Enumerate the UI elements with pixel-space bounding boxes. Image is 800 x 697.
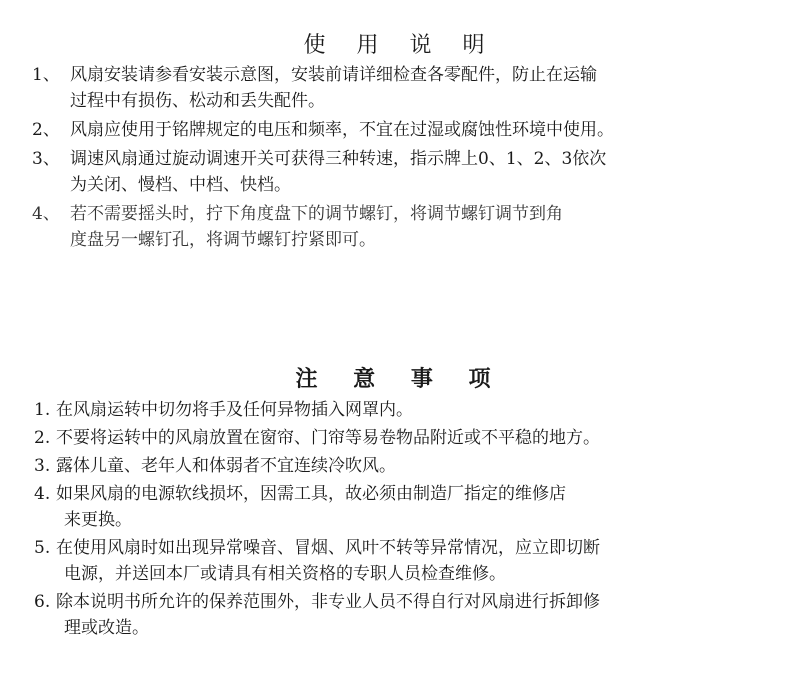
usage-instructions-title: 使 用 说 明 xyxy=(303,33,497,58)
precautions-list xyxy=(0,397,800,641)
usage-item-line: 过程中有损伤、松动和丢失配件。 xyxy=(70,91,325,111)
precaution-item-1 xyxy=(0,397,800,423)
usage-instructions-section xyxy=(0,30,800,253)
precaution-item-line: 理或改造。 xyxy=(64,618,149,638)
precaution-item-line: 来更换。 xyxy=(64,510,132,530)
precautions-title: 注 意 事 项 xyxy=(295,366,505,392)
precaution-item-line: 露体儿童、老年人和体弱者不宜连续冷吹风。 xyxy=(56,456,396,476)
precautions-section xyxy=(0,363,800,641)
usage-item-line: 风扇安装请参看安装示意图，安装前请详细检查各零配件，防止在运输 xyxy=(70,65,597,85)
precaution-item-6 xyxy=(0,589,800,641)
usage-item-2 xyxy=(0,117,800,143)
usage-instructions-list xyxy=(0,62,800,253)
usage-item-number: 4、 xyxy=(32,204,60,224)
usage-item-1 xyxy=(0,62,800,114)
precaution-item-line: 如果风扇的电源软线损坏，因需工具，故必须由制造厂指定的维修店 xyxy=(56,484,566,504)
precaution-item-number: 4. xyxy=(34,484,51,504)
precaution-item-number: 1. xyxy=(34,400,51,420)
precaution-item-number: 5. xyxy=(34,538,51,558)
precaution-item-number: 6. xyxy=(34,592,51,612)
usage-item-line: 调速风扇通过旋动调速开关可获得三种转速，指示牌上0、1、2、3依次 xyxy=(70,149,607,169)
precaution-item-4 xyxy=(0,481,800,533)
usage-item-4 xyxy=(0,201,800,253)
precaution-item-line: 不要将运转中的风扇放置在窗帘、门帘等易卷物品附近或不平稳的地方。 xyxy=(56,428,600,448)
precaution-item-line: 除本说明书所允许的保养范围外，非专业人员不得自行对风扇进行拆卸修 xyxy=(56,592,600,612)
precaution-item-number: 2. xyxy=(34,428,51,448)
usage-item-line: 为关闭、慢档、中档、快档。 xyxy=(70,175,291,195)
precaution-item-line: 在使用风扇时如出现异常噪音、冒烟、风叶不转等异常情况，应立即切断 xyxy=(56,538,600,558)
usage-item-number: 1、 xyxy=(32,65,60,85)
precaution-item-number: 3. xyxy=(34,456,51,476)
precaution-item-3 xyxy=(0,453,800,479)
precaution-item-line: 电源，并送回本厂或请具有相关资格的专职人员检查维修。 xyxy=(64,564,506,584)
usage-item-line: 若不需要摇头时，拧下角度盘下的调节螺钉，将调节螺钉调节到角 xyxy=(70,204,563,224)
usage-item-line: 风扇应使用于铭牌规定的电压和频率，不宜在过湿或腐蚀性环境中使用。 xyxy=(70,120,614,140)
usage-item-number: 2、 xyxy=(32,120,60,140)
usage-item-number: 3、 xyxy=(32,149,60,169)
usage-item-3 xyxy=(0,146,800,198)
precaution-item-5 xyxy=(0,535,800,587)
precaution-item-line: 在风扇运转中切勿将手及任何异物插入网罩内。 xyxy=(56,400,413,420)
precaution-item-2 xyxy=(0,425,800,451)
usage-item-line: 度盘另一螺钉孔，将调节螺钉拧紧即可。 xyxy=(70,230,376,250)
